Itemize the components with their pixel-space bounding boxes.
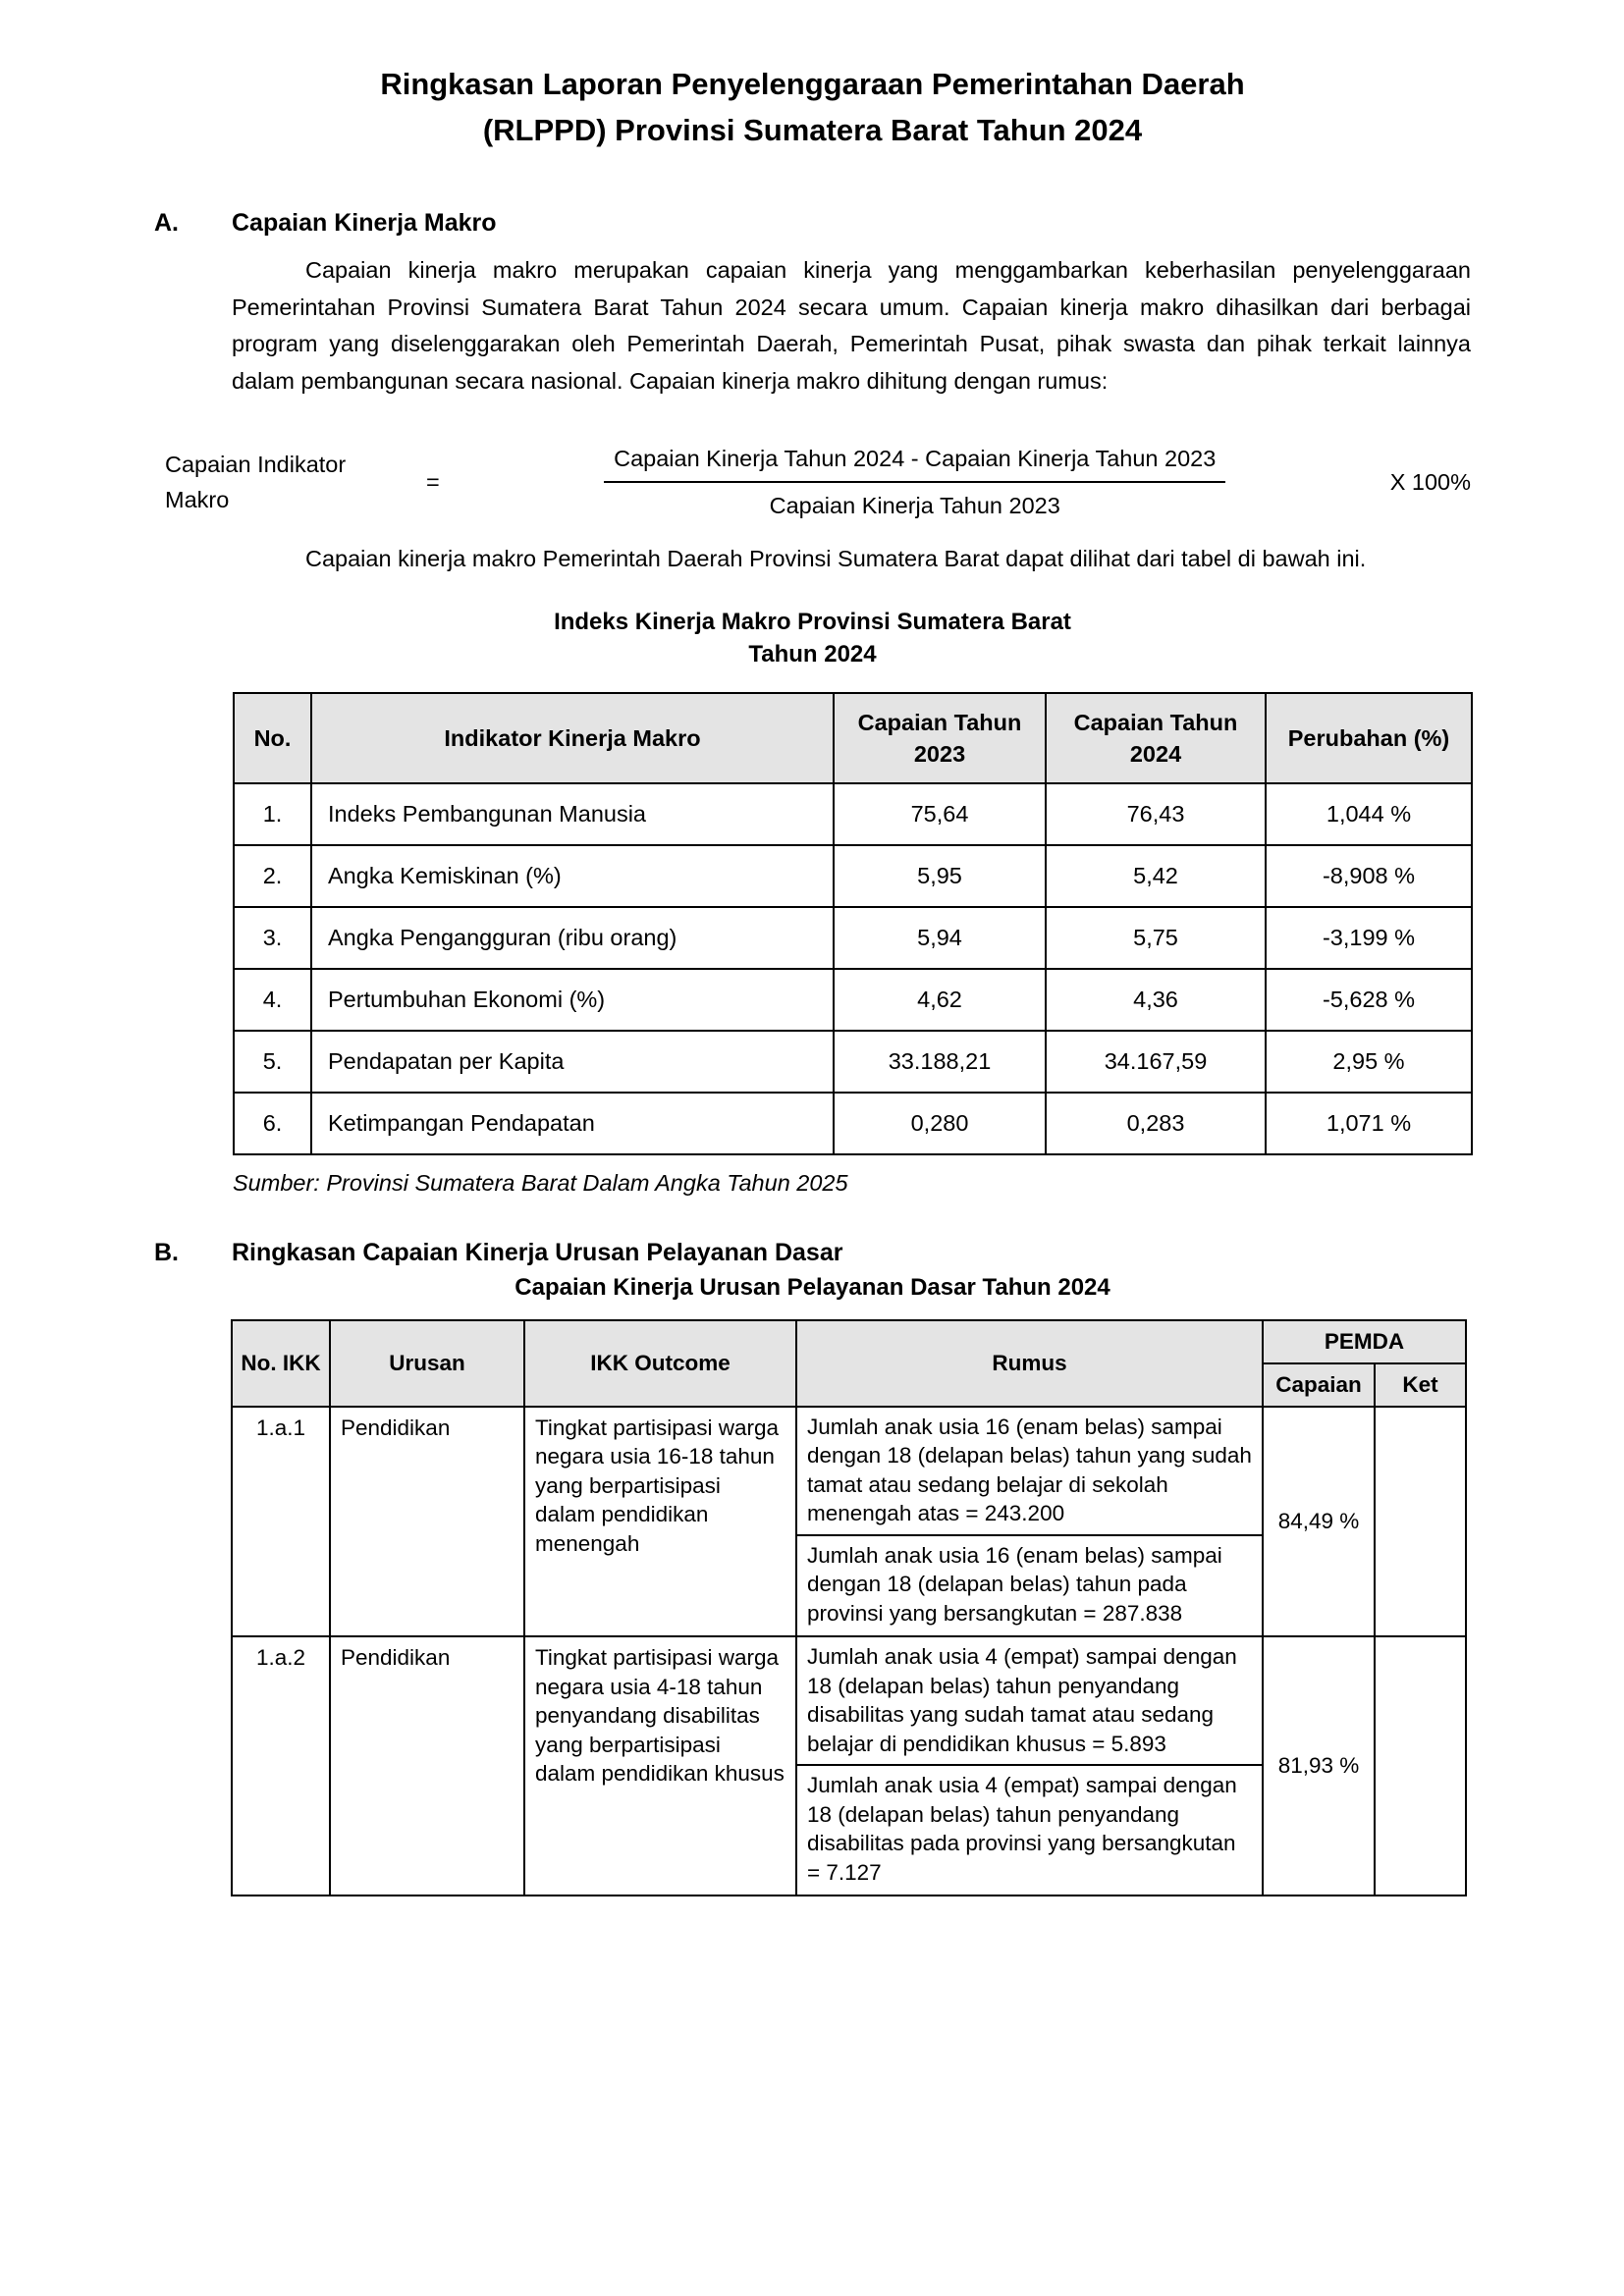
cell-indicator: Pendapatan per Kapita: [311, 1031, 834, 1093]
table-row: [234, 845, 1472, 907]
page-title: [154, 61, 1471, 153]
page-title-line1: Ringkasan Laporan Penyelenggaraan Pemerintahan Daerah: [380, 67, 1245, 101]
cell-urusan: Pendidikan: [330, 1636, 524, 1896]
header-no-ikk: No. IKK: [232, 1320, 330, 1407]
cell-no: 1.: [234, 783, 311, 845]
cell-ikk-outcome: Tingkat partisipasi warga negara usia 4-18 tahun penyandang disabilitas yang berpartisipasi dalam pendidikan khusus: [524, 1636, 796, 1896]
cell-capaian-2024: 5,42: [1046, 845, 1266, 907]
header-ket: Ket: [1375, 1363, 1466, 1407]
rumus-denominator: Jumlah anak usia 16 (enam belas) sampai dengan 18 (delapan belas) tahun pada provinsi yang bersangkutan = 287.838: [807, 1542, 1222, 1626]
formula-fraction-stack: [604, 441, 1225, 523]
macro-formula: [165, 441, 1471, 523]
table-row: [234, 783, 1472, 845]
cell-indicator: Angka Pengangguran (ribu orang): [311, 907, 834, 969]
cell-indicator: Ketimpangan Pendapatan: [311, 1093, 834, 1154]
cell-perubahan: 1,071 %: [1266, 1093, 1472, 1154]
table-row: [234, 907, 1472, 969]
formula-equals-sign: =: [426, 469, 440, 495]
cell-perubahan: 2,95 %: [1266, 1031, 1472, 1093]
formula-numerator: Capaian Kinerja Tahun 2024 - Capaian Kinerja Tahun 2023: [604, 441, 1225, 483]
section-a-heading: [154, 208, 1471, 238]
cell-ket: [1375, 1636, 1466, 1896]
cell-no-ikk: 1.a.2: [232, 1636, 330, 1896]
cell-capaian-2024: 0,283: [1046, 1093, 1266, 1154]
header-capaian: Capaian: [1263, 1363, 1375, 1407]
section-a-paragraph-2: Capaian kinerja makro Pemerintah Daerah Provinsi Sumatera Barat dapat dilihat dari tabel di bawah ini.: [305, 546, 1367, 571]
section-b-number: B.: [154, 1238, 179, 1266]
header-capaian-2023: Capaian Tahun 2023: [834, 693, 1046, 783]
cell-no-ikk: 1.a.1: [232, 1407, 330, 1637]
cell-no: 4.: [234, 969, 311, 1031]
section-a-number: A.: [154, 209, 179, 237]
cell-capaian-2024: 5,75: [1046, 907, 1266, 969]
formula-fraction: [456, 441, 1375, 523]
makro-table-header-row: [234, 693, 1472, 783]
section-a-paragraph-1: Capaian kinerja makro merupakan capaian kinerja yang menggambarkan keberhasilan penyelenggaraan Pemerintahan Provinsi Sumatera Barat Tahun 2024 secara umum. Capaian kinerja makro dihasilkan dari berbagai program yang diselenggarakan oleh Pemerintah Daerah, Pemerintah Pusat, pihak swasta dan pihak terkait lainnya dalam pembangunan secara nasional. Capaian kinerja makro dihitung dengan rumus:: [232, 257, 1471, 394]
table-row: [232, 1636, 1466, 1896]
cell-capaian-2024: 34.167,59: [1046, 1031, 1266, 1093]
header-no: No.: [234, 693, 311, 783]
cell-capaian-2023: 0,280: [834, 1093, 1046, 1154]
cell-no: 6.: [234, 1093, 311, 1154]
cell-capaian-2024: 4,36: [1046, 969, 1266, 1031]
table-row: [234, 969, 1472, 1031]
cell-capaian-2024: 76,43: [1046, 783, 1266, 845]
ikk-table-header-row-1: [232, 1320, 1466, 1363]
header-ikk-outcome: IKK Outcome: [524, 1320, 796, 1407]
cell-perubahan: 1,044 %: [1266, 783, 1472, 845]
cell-no: 2.: [234, 845, 311, 907]
cell-perubahan: -5,628 %: [1266, 969, 1472, 1031]
cell-rumus: [796, 1636, 1263, 1896]
header-pemda: PEMDA: [1263, 1320, 1466, 1363]
rumus-numerator: Jumlah anak usia 16 (enam belas) sampai dengan 18 (delapan belas) tahun yang sudah tamat atau sedang belajar di sekolah menengah atas = 243.200: [797, 1408, 1262, 1536]
source-note: Sumber: Provinsi Sumatera Barat Dalam Angka Tahun 2025: [233, 1169, 848, 1196]
section-a-heading-text: Capaian Kinerja Makro: [232, 209, 497, 237]
cell-perubahan: -8,908 %: [1266, 845, 1472, 907]
cell-rumus: [796, 1407, 1263, 1637]
table-row: [232, 1407, 1466, 1637]
cell-capaian-2023: 4,62: [834, 969, 1046, 1031]
cell-capaian-2023: 5,94: [834, 907, 1046, 969]
makro-table-title-line1: Indeks Kinerja Makro Provinsi Sumatera Barat: [554, 608, 1071, 635]
cell-no: 3.: [234, 907, 311, 969]
cell-capaian-2023: 33.188,21: [834, 1031, 1046, 1093]
header-indikator: Indikator Kinerja Makro: [311, 693, 834, 783]
section-b-heading: [154, 1238, 1471, 1267]
cell-ket: [1375, 1407, 1466, 1637]
formula-label: Capaian Indikator Makro: [165, 452, 347, 512]
ikk-table-title: Capaian Kinerja Urusan Pelayanan Dasar Tahun 2024: [514, 1273, 1110, 1301]
cell-capaian: 81,93 %: [1263, 1636, 1375, 1896]
cell-urusan: Pendidikan: [330, 1407, 524, 1637]
makro-table-title: [154, 606, 1471, 670]
cell-capaian-2023: 75,64: [834, 783, 1046, 845]
section-b-heading-text: Ringkasan Capaian Kinerja Urusan Pelayanan Dasar: [232, 1238, 843, 1266]
cell-capaian: 84,49 %: [1263, 1407, 1375, 1637]
header-urusan: Urusan: [330, 1320, 524, 1407]
page-title-line2: (RLPPD) Provinsi Sumatera Barat Tahun 2024: [482, 113, 1143, 147]
header-capaian-2024: Capaian Tahun 2024: [1046, 693, 1266, 783]
formula-multiplier: X 100%: [1389, 469, 1471, 495]
makro-table-title-line2: Tahun 2024: [748, 640, 877, 667]
cell-indicator: Indeks Pembangunan Manusia: [311, 783, 834, 845]
cell-perubahan: -3,199 %: [1266, 907, 1472, 969]
rumus-denominator: Jumlah anak usia 4 (empat) sampai dengan 18 (delapan belas) tahun penyandang disabilitas pada provinsi yang bersangkutan = 7.127: [807, 1773, 1237, 1885]
makro-table: [233, 692, 1473, 1155]
table-row: [234, 1031, 1472, 1093]
header-perubahan: Perubahan (%): [1266, 693, 1472, 783]
cell-indicator: Angka Kemiskinan (%): [311, 845, 834, 907]
cell-no: 5.: [234, 1031, 311, 1093]
rumus-numerator: Jumlah anak usia 4 (empat) sampai dengan 18 (delapan belas) tahun penyandang disabilitas yang sudah tamat atau sedang belajar di pendidikan khusus = 5.893: [797, 1637, 1262, 1766]
cell-ikk-outcome: Tingkat partisipasi warga negara usia 16-18 tahun yang berpartisipasi dalam pendidikan menengah: [524, 1407, 796, 1637]
cell-capaian-2023: 5,95: [834, 845, 1046, 907]
formula-denominator: Capaian Kinerja Tahun 2023: [769, 493, 1060, 518]
ikk-table: [231, 1319, 1467, 1897]
table-row: [234, 1093, 1472, 1154]
header-rumus: Rumus: [796, 1320, 1263, 1407]
cell-indicator: Pertumbuhan Ekonomi (%): [311, 969, 834, 1031]
